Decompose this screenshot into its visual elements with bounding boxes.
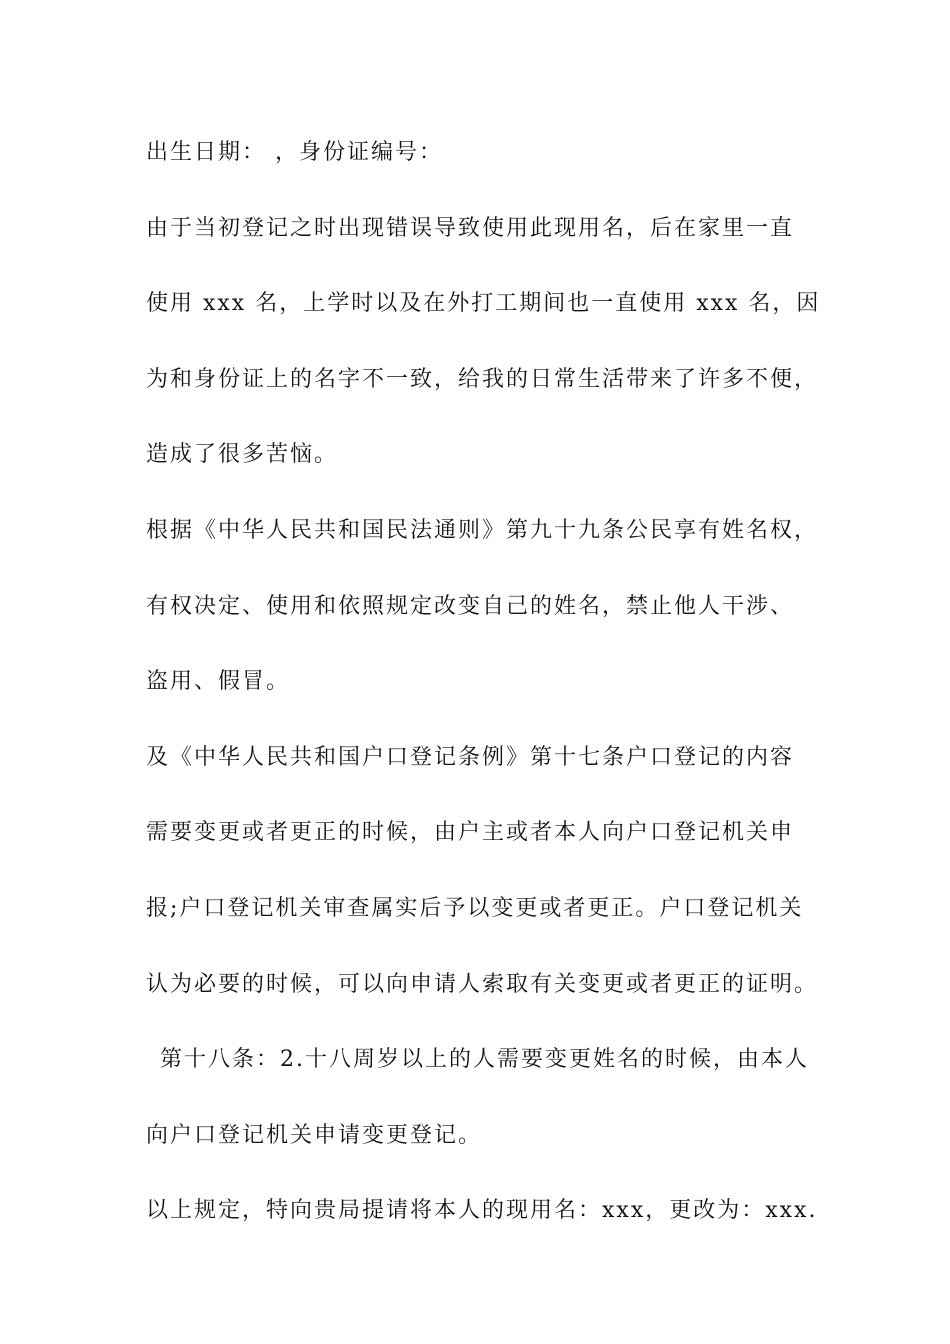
text-line-article-18: 第十八条：2.十八周岁以上的人需要变更姓名的时候，由本人 — [160, 1047, 809, 1073]
text-line: 需要变更或者更正的时候，由户主或者本人向户口登记机关申 — [146, 820, 795, 846]
text-line: 造成了很多苦恼。 — [146, 442, 339, 468]
text-line-birth-id: 出生日期： ，身份证编号： — [146, 140, 443, 165]
text-line: 及《中华人民共和国户口登记条例》第十七条户口登记的内容 — [146, 744, 795, 770]
text-line: 报;户口登记机关审查属实后予以变更或者更正。户口登记机关 — [146, 895, 804, 921]
text-line: 由于当初登记之时出现错误导致使用此现用名，后在家里一直 — [146, 215, 795, 241]
text-line: 根据《中华人民共和国民法通则》第九十九条公民享有姓名权， — [146, 517, 819, 543]
document-body — [146, 131, 836, 1265]
text-line: 认为必要的时候，可以向申请人索取有关变更或者更正的证明。 — [146, 971, 819, 997]
text-line: 为和身份证上的名字不一致，给我的日常生活带来了许多不便， — [146, 366, 819, 392]
text-line: 有权决定、使用和依照规定改变自己的姓名，禁止他人干涉、 — [146, 593, 795, 619]
text-line-request: 以上规定，特向贵局提请将本人的现用名：xxx，更改为：xxx. — [146, 1198, 818, 1224]
text-line: 盗用、假冒。 — [146, 669, 291, 695]
text-line: 向户口登记机关申请变更登记。 — [146, 1122, 483, 1148]
text-line: 使用 xxx 名，上学时以及在外打工期间也一直使用 xxx 名，因 — [146, 291, 821, 317]
